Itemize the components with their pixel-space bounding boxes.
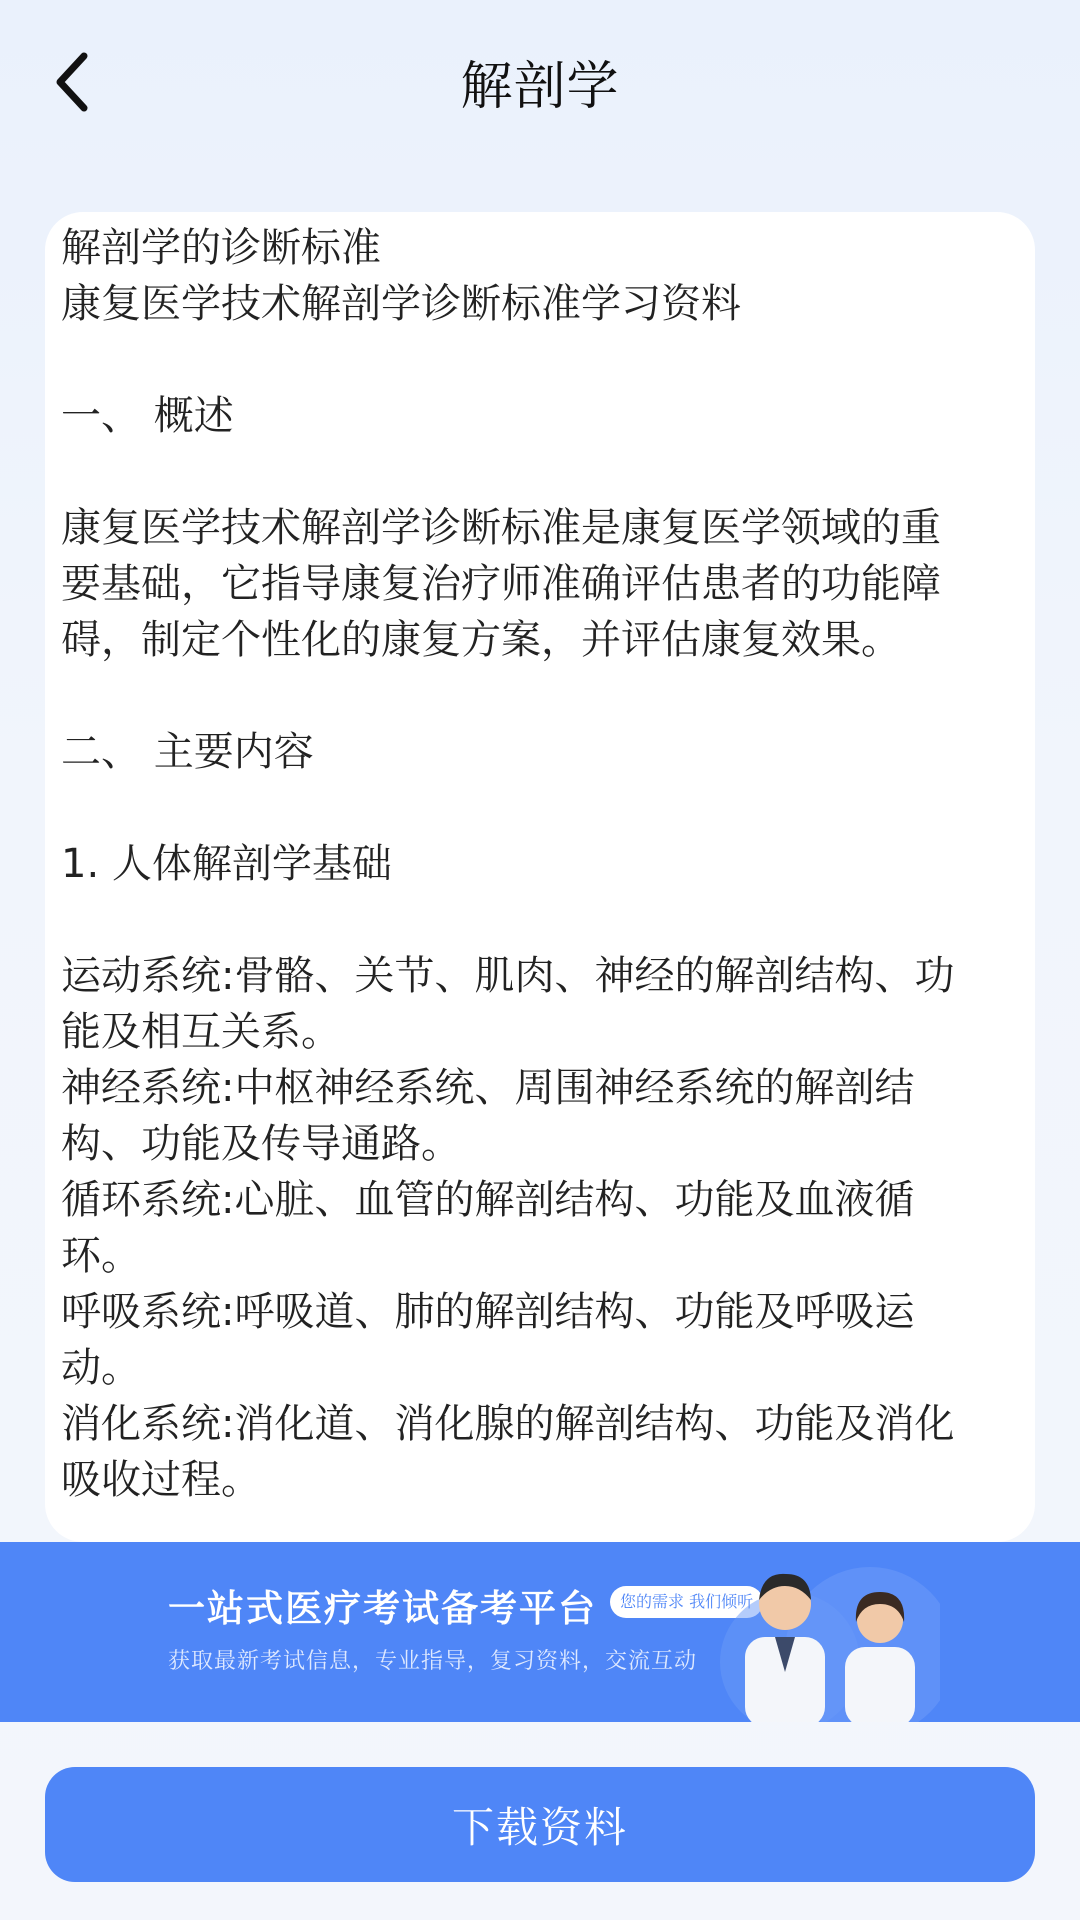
content-line: 构、功能及传导通路。: [61, 1121, 461, 1167]
page-title: 解剖学: [460, 57, 620, 117]
content-line: 解剖学的诊断标准: [61, 225, 381, 271]
content-line: 能及相互关系。: [61, 1009, 341, 1055]
content-line: 二、 主要内容: [61, 729, 314, 775]
content-line: 消化系统:消化道、消化腺的解剖结构、功能及消化: [61, 1401, 955, 1447]
blank-line: [61, 444, 1011, 500]
content-line: 吸收过程。: [61, 1457, 261, 1503]
app-header: [0, 0, 1080, 170]
blank-line: [61, 668, 1011, 724]
content-line: 神经系统:中枢神经系统、周围神经系统的解剖结: [61, 1065, 915, 1111]
blank-line: [61, 780, 1011, 836]
article-text: [61, 220, 1011, 1508]
content-card: [45, 212, 1035, 1542]
content-line: 动。: [61, 1345, 141, 1391]
download-button[interactable]: 下载资料: [45, 1767, 1035, 1882]
promo-banner[interactable]: [0, 1542, 1080, 1722]
blank-line: [61, 332, 1011, 388]
banner-title: 一站式医疗考试备考平台: [168, 1587, 597, 1630]
content-line: 呼吸系统:呼吸道、肺的解剖结构、功能及呼吸运: [61, 1289, 915, 1335]
content-line: 运动系统:骨骼、关节、肌肉、神经的解剖结构、功: [61, 953, 955, 999]
banner-badge: 您的需求 我们倾听: [610, 1586, 763, 1618]
content-line: 环。: [61, 1233, 141, 1279]
content-line: 碍，制定个性化的康复方案，并评估康复效果。: [61, 617, 901, 663]
content-line: 康复医学技术解剖学诊断标准是康复医学领域的重: [61, 505, 941, 551]
doctors-illustration-icon: [720, 1542, 940, 1722]
content-line: 要基础，它指导康复治疗师准确评估患者的功能障: [61, 561, 941, 607]
content-line: 循环系统:心脏、血管的解剖结构、功能及血液循: [61, 1177, 915, 1223]
content-line: 1. 人体解剖学基础: [61, 841, 392, 887]
content-line: 康复医学技术解剖学诊断标准学习资料: [61, 281, 741, 327]
content-line: 一、 概述: [61, 393, 234, 439]
banner-subtitle: 获取最新考试信息，专业指导，复习资料，交流互动: [168, 1649, 698, 1674]
blank-line: [61, 892, 1011, 948]
